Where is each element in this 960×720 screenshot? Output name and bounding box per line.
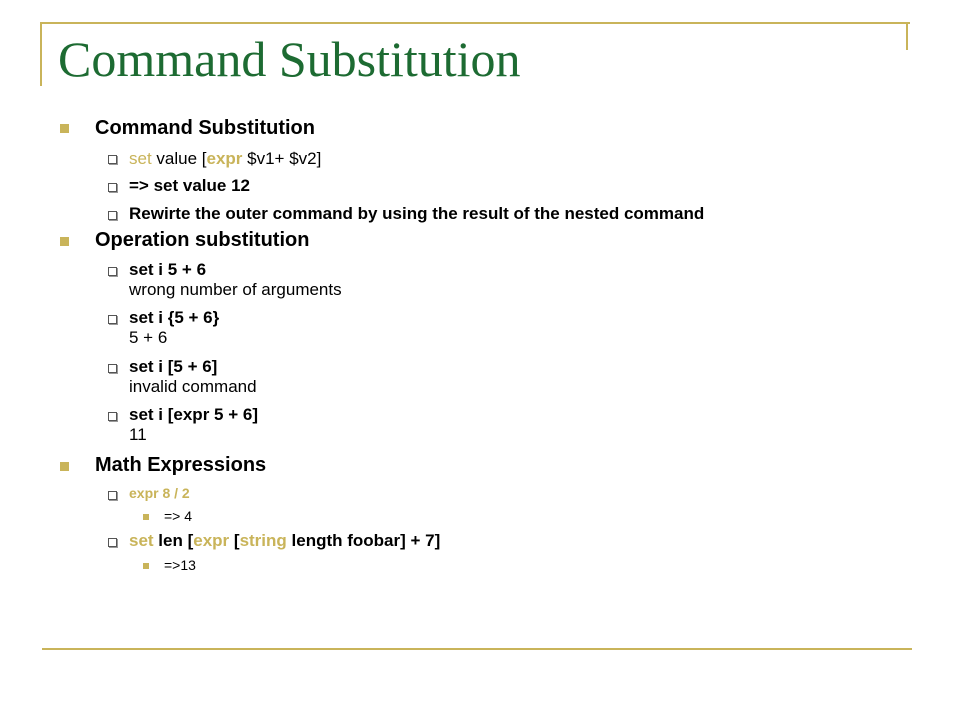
math-expr-1-result: => 4: [164, 508, 193, 524]
bullet-icon: [143, 514, 149, 520]
keyword-string: string: [239, 531, 287, 550]
bullet-icon: [60, 462, 69, 471]
operation-item: [129, 260, 342, 300]
code-line-set-value: [129, 149, 321, 169]
code-text: [: [229, 531, 240, 550]
top-rule: [40, 22, 910, 24]
bullet-icon: [60, 237, 69, 246]
keyword-expr: expr: [193, 531, 230, 550]
operation-result: wrong number of arguments: [129, 280, 342, 299]
checkbox-bullet-icon: [108, 155, 117, 164]
checkbox-bullet-icon: [108, 211, 117, 220]
checkbox-bullet-icon: [108, 267, 117, 276]
heading-operation-substitution: Operation substitution: [95, 229, 310, 251]
checkbox-bullet-icon: [108, 412, 117, 421]
code-text: value [: [151, 149, 207, 168]
operation-code: set i {5 + 6}: [129, 308, 220, 327]
checkbox-bullet-icon: [108, 491, 117, 500]
operation-item: [129, 308, 219, 348]
checkbox-bullet-icon: [108, 315, 117, 324]
heading-math-expressions: Math Expressions: [95, 454, 267, 476]
operation-code: set i [expr 5 + 6]: [129, 405, 258, 424]
math-expr-2: [129, 531, 440, 551]
code-line-result: => set value 12: [129, 176, 250, 195]
keyword-set: set: [129, 531, 154, 550]
checkbox-bullet-icon: [108, 538, 117, 547]
operation-item: [129, 405, 258, 445]
operation-result: 5 + 6: [129, 328, 168, 347]
operation-result: invalid command: [129, 377, 257, 396]
explanation-line: Rewirte the outer command by using the result of the nested command: [129, 204, 705, 223]
operation-code: set i [5 + 6]: [129, 357, 218, 376]
operation-result: 11: [129, 425, 147, 444]
operation-item: [129, 357, 257, 397]
slide-title: Command Substitution: [58, 31, 521, 87]
keyword-set: set: [129, 149, 152, 168]
bullet-icon: [143, 563, 149, 569]
checkbox-bullet-icon: [108, 364, 117, 373]
operation-code: set i 5 + 6: [129, 260, 207, 279]
bullet-icon: [60, 124, 69, 133]
code-text: length foobar] + 7]: [286, 531, 441, 550]
checkbox-bullet-icon: [108, 183, 117, 192]
bottom-rule: [42, 648, 912, 650]
heading-command-substitution: Command Substitution: [95, 117, 315, 139]
code-text: $v1+ $v2]: [242, 149, 322, 168]
keyword-expr: expr: [206, 149, 243, 168]
math-expr-1: expr 8 / 2: [129, 485, 190, 501]
left-rule: [40, 22, 42, 86]
code-text: len [: [153, 531, 194, 550]
math-expr-2-result: =>13: [164, 557, 196, 573]
right-rule: [906, 22, 908, 50]
